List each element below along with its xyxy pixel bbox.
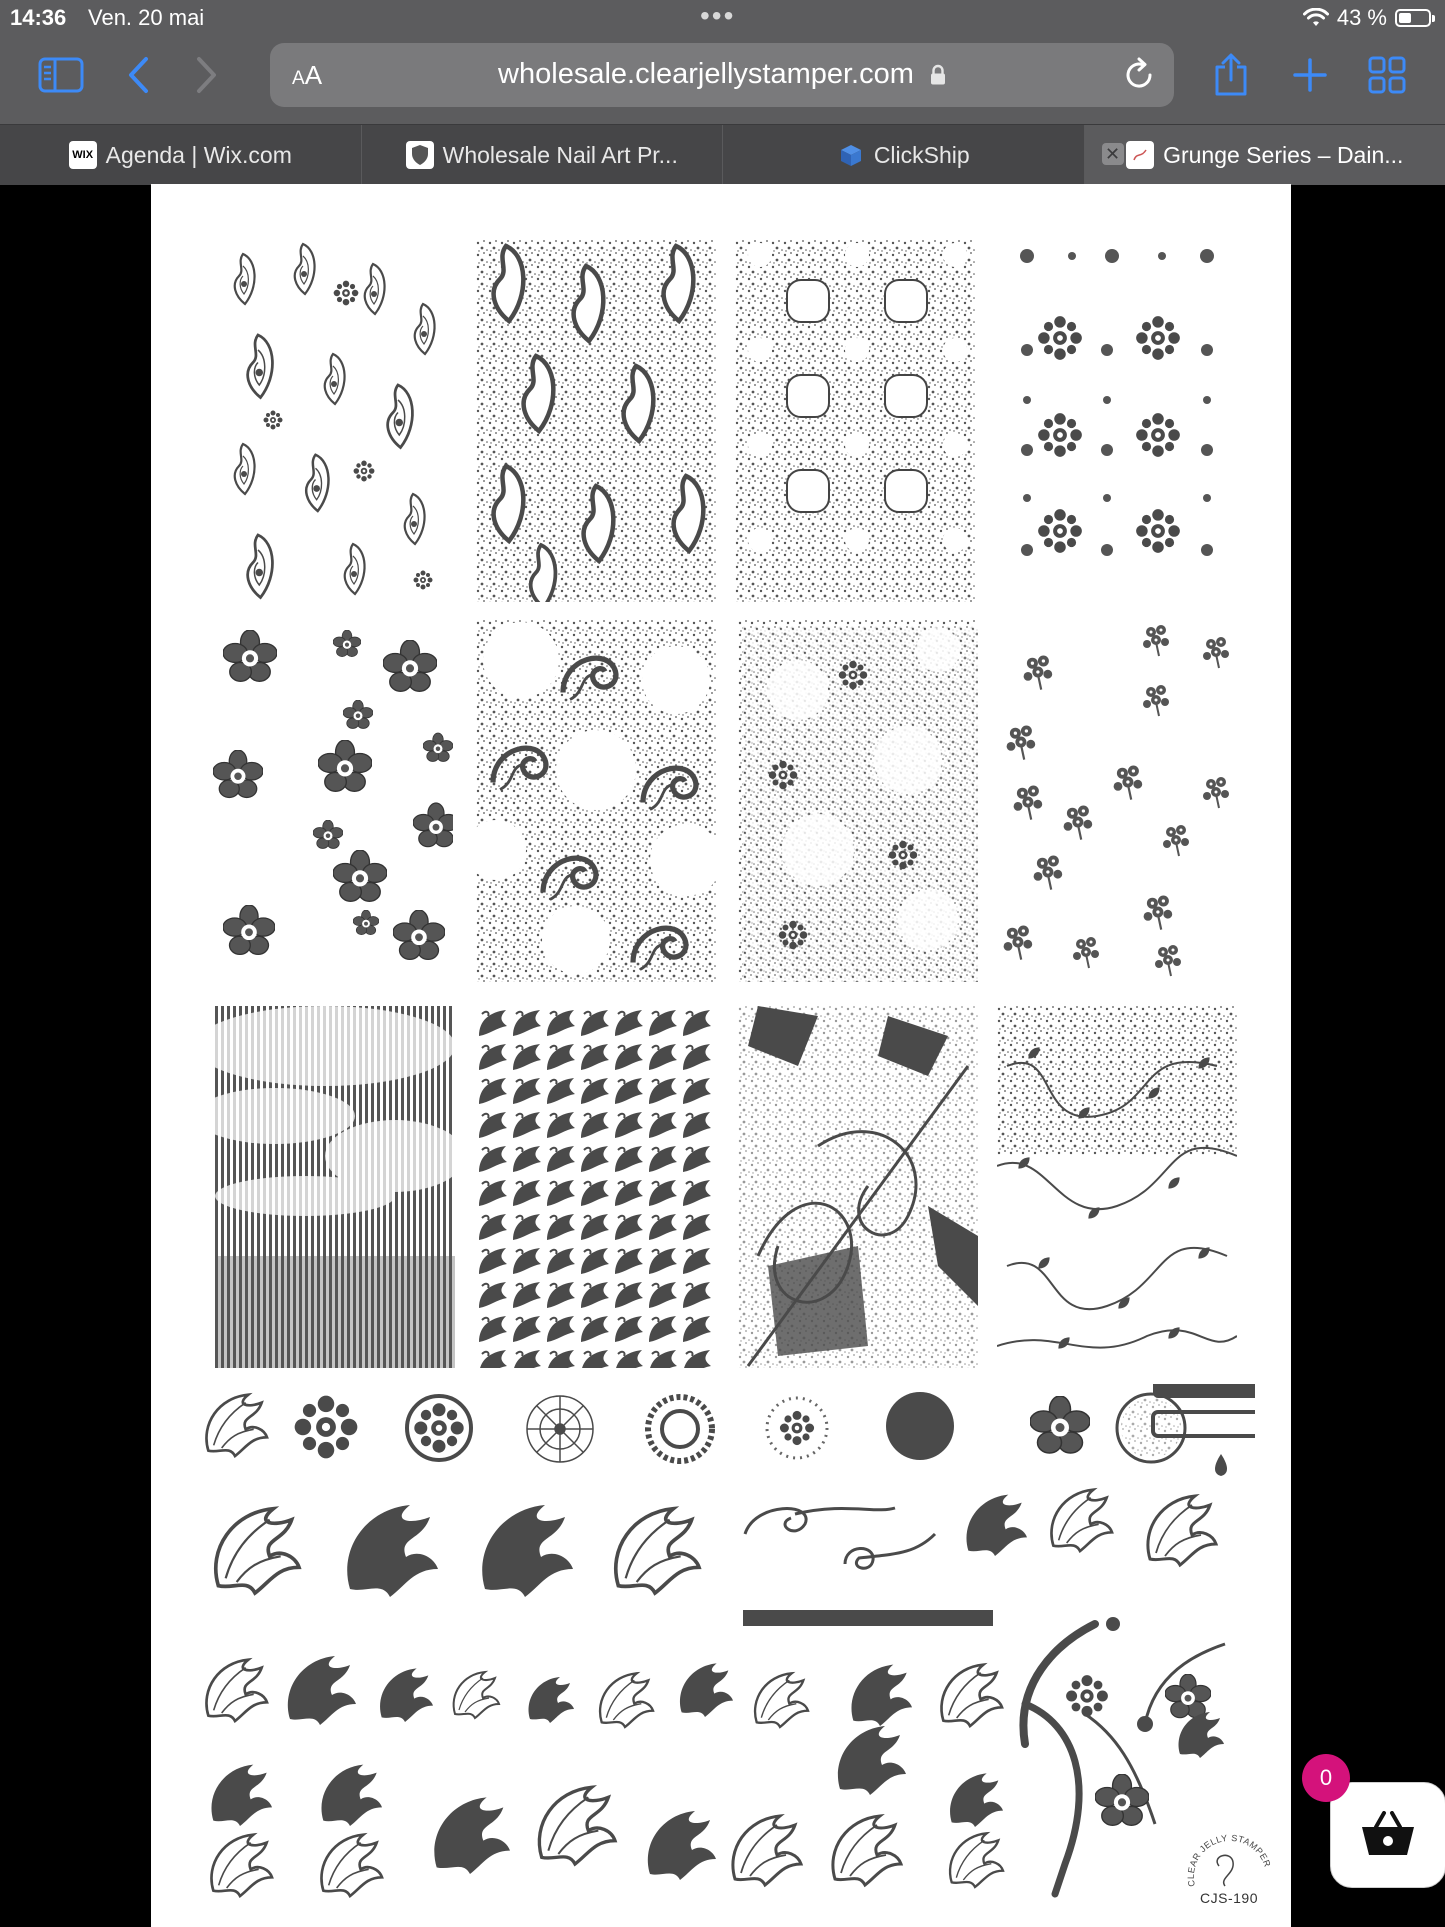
status-indicators [1303, 5, 1431, 31]
stamp-elements [195, 1384, 1255, 1914]
plate-code: CJS-190 [1200, 1890, 1258, 1906]
sidebar-icon[interactable] [36, 50, 86, 100]
tab-label: ClickShip [873, 141, 970, 168]
browser-toolbar [0, 36, 1445, 124]
tab-label: Wholesale Nail Art Pr... [442, 141, 678, 168]
url-text: wholesale.clearjellystamper.com [498, 58, 914, 90]
stamping-plate-image [151, 184, 1291, 1927]
browser-chrome [0, 0, 1445, 124]
status-bar [0, 0, 1445, 36]
tab-grunge-series[interactable] [1085, 125, 1445, 185]
panel-baroque-swirls [476, 620, 716, 982]
svg-text:CLEAR JELLY STAMPER [1186, 1833, 1273, 1888]
forward-icon[interactable] [182, 50, 232, 100]
url-field[interactable] [270, 58, 1174, 91]
panel-ornate-grid [735, 240, 975, 602]
cart-button[interactable] [1330, 1782, 1445, 1888]
battery-percent: 43 % [1336, 5, 1387, 30]
share-icon[interactable] [1206, 50, 1256, 100]
panel-floral-sprigs [997, 620, 1237, 982]
multitasking-dots-icon[interactable]: ••• [700, 0, 736, 31]
status-date: Ven. 20 mai [88, 5, 205, 30]
panel-paisley-dense [476, 240, 716, 602]
tab-wix[interactable] [0, 125, 362, 185]
panel-leaf-swirl [476, 1006, 716, 1368]
new-tab-icon[interactable] [1285, 50, 1335, 100]
brand-logo [1181, 1816, 1277, 1912]
page-icon [1126, 141, 1154, 169]
reader-options-button[interactable]: AA [292, 60, 323, 90]
back-icon[interactable] [113, 50, 163, 100]
wifi-icon [1303, 8, 1329, 28]
basket-icon [1360, 1811, 1416, 1859]
wix-icon: WIX [69, 141, 97, 169]
tab-label: Agenda | Wix.com [105, 141, 292, 168]
status-time: 14:36 [10, 5, 67, 30]
address-bar[interactable] [270, 43, 1174, 107]
panel-grunge-stripes [215, 1006, 455, 1368]
tab-clickship[interactable] [723, 125, 1085, 185]
panel-grunge-abstract [738, 1006, 978, 1368]
shield-icon [406, 141, 434, 169]
close-tab-icon[interactable]: ✕ [1102, 143, 1124, 165]
panel-paisley [213, 240, 453, 602]
panel-vine-grunge [997, 1006, 1237, 1368]
panel-scattered-flowers [213, 620, 453, 982]
reload-icon[interactable] [1122, 56, 1158, 94]
cart-count-badge: 0 [1302, 1754, 1350, 1802]
tab-overview-icon[interactable] [1362, 50, 1412, 100]
lock-icon [930, 64, 946, 86]
brand-name: CLEAR JELLY STAMPER [1185, 1832, 1273, 1888]
clickship-icon [837, 141, 865, 169]
tab-bar [0, 124, 1445, 185]
tab-label: Grunge Series – Dain... [1163, 141, 1404, 168]
battery-icon [1395, 9, 1431, 27]
tab-wholesale-nail-art[interactable] [362, 125, 724, 185]
panel-medallions [997, 240, 1237, 602]
panel-grunge-lace [738, 620, 978, 982]
